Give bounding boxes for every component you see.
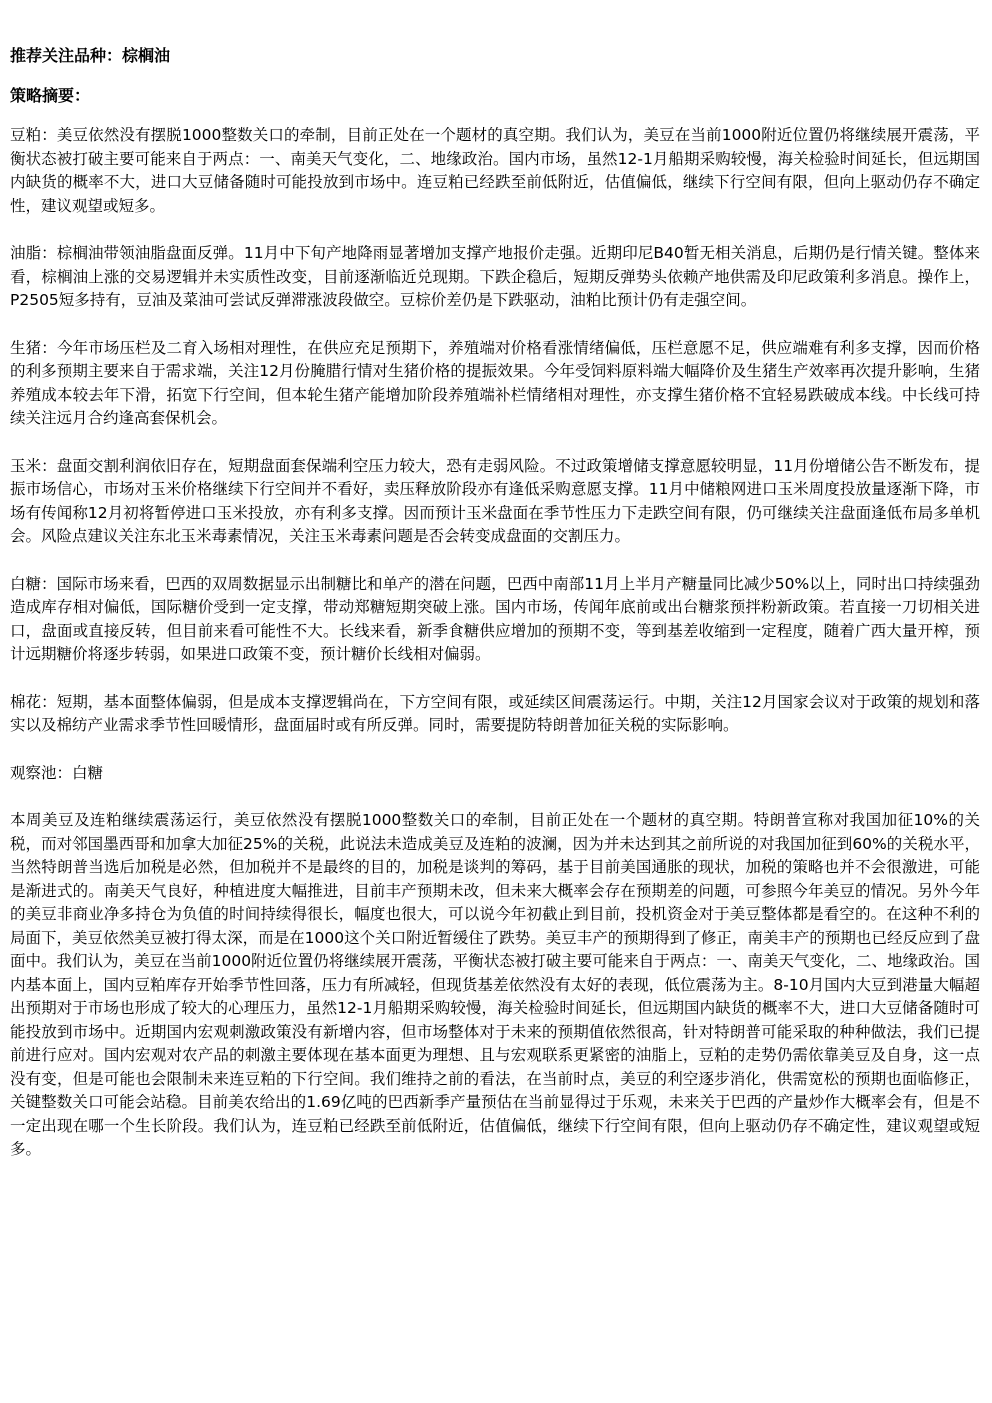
watch-pool-line: 观察池：白糖 [10,763,104,782]
cotton-paragraph: 棉花：短期，基本面整体偏弱，但是成本支撑逻辑尚在，下方空间有限，或延续区间震荡运行。中期，关注12月国家会议对于政策的规划和落实以及棉纺产业需求季节性回暖情形，盘面届时或有所反弹。同时，需要提防特朗普加征关税的实际影响。 [10,692,980,734]
oils-paragraph: 油脂：棕榈油带领油脂盘面反弹。11月中下旬产地降雨显著增加支撑产地报价走强。近期印尼B40暂无相关消息，后期仍是行情关键。整体来看，棕榈油上涨的交易逻辑并未实质性改变，目前逐渐临近兑现期。下跌企稳后，短期反弹势头依赖产地供需及印尼政策利多消息。操作上，P2505短多持有，豆油及菜油可尝试反弹滞涨波段做空。豆棕价差仍是下跌驱动，油粕比预计仍有走强空间。 [10,244,980,309]
sugar-paragraph: 白糖：国际市场来看，巴西的双周数据显示出制糖比和单产的潜在问题，巴西中南部11月上半月产糖量同比减少50%以上，同时出口持续强劲造成库存相对偏低，国际糖价受到一定支撑，带动郑糖短期突破上涨。国内市场，传闻年底前或出台糖浆预拌粉新政策。若直接一刀切相关进口，盘面或直接反转，但目前来看可能性不大。长线来看，新季食糖供应增加的预期不变，等到基差收缩到一定程度，随着广西大量开榨，预计远期糖价将逐步转弱，如果进口政策不变，预计糖价长线相对偏弱。 [10,574,980,663]
corn-paragraph: 玉米：盘面交割利润依旧存在，短期盘面套保端利空压力较大，恐有走弱风险。不过政策增储支撑意愿较明显，11月份增储公告不断发布，提振市场信心，市场对玉米价格继续下行空间并不看好，卖压释放阶段亦有逢低采购意愿支撑。11月中储粮网进口玉米周度投放量逐渐下降，市场有传闻称12月初将暂停进口玉米投放，亦有利多支撑。因而预计玉米盘面在季节性压力下走跌空间有限，仍可继续关注盘面逢低布局多单机会。风险点建议关注东北玉米毒素情况，关注玉米毒素问题是否会转变成盘面的交割压力。 [10,456,980,545]
strategy-summary-heading: 策略摘要： [10,86,91,105]
hogs-paragraph: 生猪：今年市场压栏及二育入场相对理性，在供应充足预期下，养殖端对价格看涨情绪偏低，压栏意愿不足，供应端难有利多支撑，因而价格的利多预期主要来自于需求端，关注12月份腌腊行情对生猪价格的提振效果。今年受饲料原料端大幅降价及生猪生产效率再次提升影响，生猪养殖成本较去年下滑，拓宽下行空间，但本轮生猪产能增加阶段养殖端补栏情绪相对理性，亦支撑生猪价格不宜轻易跌破成本线。中长线可持续关注远月合约逢高套保机会。 [10,338,980,427]
report-page [10,44,980,1186]
weekly-soy-review-paragraph: 本周美豆及连粕继续震荡运行，美豆依然没有摆脱1000整数关口的牵制，目前正处在一个题材的真空期。特朗普宣称对我国加征10%的关税，而对邻国墨西哥和加拿大加征25%的关税，此说法未造成美豆及连粕的波澜，因为并未达到其之前所说的对我国加征到60%的关税水平，当然特朗普当选后加税是必然，但加税并不是最终的目的，加税是谈判的筹码，基于目前美国通胀的现状，加税的策略也并不会很激进，可能是渐进式的。南美天气良好，种植进度大幅推进，目前丰产预期未改，但未来大概率会存在预期差的问题，可参照今年美豆的情况。另外今年的美豆非商业净多持仓为负值的时间持续得很长，幅度也很大，可以说今年初截止到目前，投机资金对于美豆整体都是看空的。在这种不利的局面下，美豆依然美豆被打得太深，而是在1000这个关口附近暂缓住了跌势。美豆丰产的预期得到了修正，南美丰产的预期也已经反应到了盘面中。我们认为，美豆在当前1000附近位置仍将继续展开震荡，平衡状态被打破主要可能来自于两点：一、南美天气变化，二、地缘政治。国内基本面上，国内豆粕库存开始季节性回落，压力有所减轻，但现货基差依然没有太好的表现，低位震荡为主。8-10月国内大豆到港量大幅超出预期对于市场也形成了较大的心理压力，虽然12-1月船期采购较慢，海关检验时间延长，但远期国内缺货的概率不大，进口大豆储备随时可能投放到市场中。近期国内宏观刺激政策没有新增内容，但市场整体对于未来的预期值依然很高，针对特朗普可能采取的种种做法，我们已提前进行应对。国内宏观对农产品的刺激主要体现在基本面更为理想、且与宏观联系更紧密的油脂上，豆粕的走势仍需依靠美豆及自身，这一点没有变，但是可能也会限制未来连豆粕的下行空间。我们维持之前的看法，在当前时点，美豆的利空逐步消化，供需宽松的预期也面临修正，关键整数关口可能会站稳。目前美农给出的1.69亿吨的巴西新季产量预估在当前显得过于乐观，未来关于巴西的产量炒作大概率会有，但是不一定出现在哪一个生长阶段。我们认为，连豆粕已经跌至前低附近，估值偏低，继续下行空间有限，但向上驱动仍存不确定性，建议观望或短多。 [10,811,980,1158]
soymeal-paragraph: 豆粕：美豆依然没有摆脱1000整数关口的牵制，目前正处在一个题材的真空期。我们认为，美豆在当前1000附近位置仍将继续展开震荡，平衡状态被打破主要可能来自于两点：一、南美天气变化，二、地缘政治。国内市场，虽然12-1月船期采购较慢，海关检验时间延长，但远期国内缺货的概率不大，进口大豆储备随时可能投放到市场中。连豆粕已经跌至前低附近，估值偏低，继续下行空间有限，但向上驱动仍存不确定性，建议观望或短多。 [10,126,980,215]
recommended-variety-heading: 推荐关注品种：棕榈油 [10,46,171,65]
